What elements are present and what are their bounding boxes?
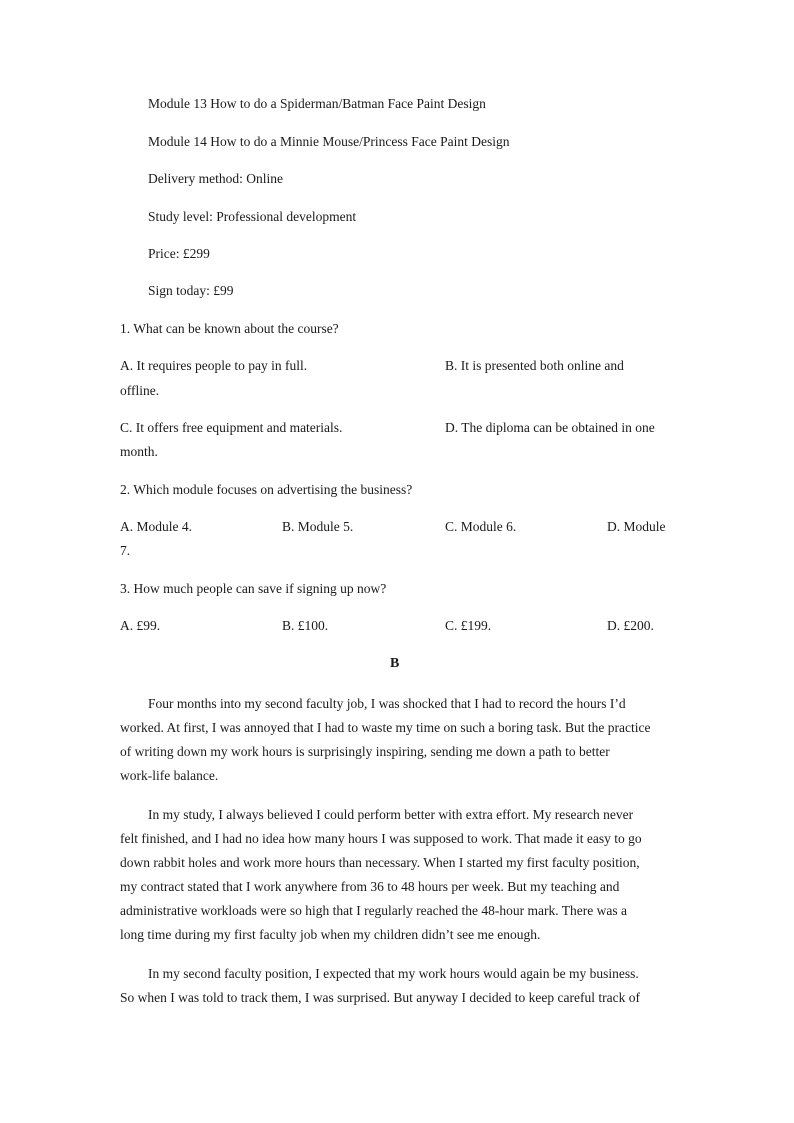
module-14-line: Module 14 How to do a Minnie Mouse/Princess Face Paint Design xyxy=(148,134,510,149)
paragraph-1 xyxy=(120,692,672,788)
question-1-option-b-wrap: offline. xyxy=(120,383,160,398)
question-1-option-b: B. It is presented both online and xyxy=(445,358,624,373)
question-2-option-a: A. Module 4. xyxy=(120,519,192,534)
paragraph-line: Four months into my second faculty job, I was shocked that I had to record the hours I’d xyxy=(148,696,626,711)
question-2-option-b: B. Module 5. xyxy=(282,519,354,534)
sign-today-price: Sign today: £99 xyxy=(148,283,234,298)
question-1-option-d-wrap: month. xyxy=(120,444,158,459)
question-2-option-d: D. Module xyxy=(607,519,666,534)
question-3-option-b: B. £100. xyxy=(282,618,329,633)
paragraph-line: my contract stated that I work anywhere from 36 to 48 hours per week. But my teaching and xyxy=(120,879,620,894)
paragraph-line: worked. At first, I was annoyed that I had to waste my time on such a boring task. But the practice xyxy=(120,720,651,735)
price: Price: £299 xyxy=(148,246,210,261)
question-3-stem: 3. How much people can save if signing up now? xyxy=(120,581,387,596)
question-1-option-d: D. The diploma can be obtained in one xyxy=(445,420,655,435)
paragraph-line: down rabbit holes and work more hours than necessary. When I started my first faculty position, xyxy=(120,855,640,870)
section-b-title: B xyxy=(390,656,400,671)
paragraph-line: work-life balance. xyxy=(120,768,219,783)
paragraph-line: In my second faculty position, I expected that my work hours would again be my business. xyxy=(148,966,639,981)
question-2-stem: 2. Which module focuses on advertising the business? xyxy=(120,482,413,497)
paragraph-line: administrative workloads were so high that I regularly reached the 48-hour mark. There was a xyxy=(120,903,627,918)
question-1-option-c: C. It offers free equipment and materials. xyxy=(120,420,343,435)
paragraph-2 xyxy=(120,803,672,947)
question-3-option-a: A. £99. xyxy=(120,618,161,633)
paragraph-line: So when I was told to track them, I was surprised. But anyway I decided to keep careful track of xyxy=(120,990,640,1005)
question-2-option-c: C. Module 6. xyxy=(445,519,517,534)
paragraph-3 xyxy=(120,962,672,1010)
question-3-option-c: C. £199. xyxy=(445,618,492,633)
question-1-option-a: A. It requires people to pay in full. xyxy=(120,358,308,373)
paragraph-line: In my study, I always believed I could perform better with extra effort. My research never xyxy=(148,807,634,822)
paragraph-line: long time during my first faculty job when my children didn’t see me enough. xyxy=(120,927,541,942)
question-3-option-d: D. £200. xyxy=(607,618,654,633)
paragraph-line: of writing down my work hours is surprisingly inspiring, sending me down a path to better xyxy=(120,744,610,759)
delivery-method: Delivery method: Online xyxy=(148,171,283,186)
question-1-stem: 1. What can be known about the course? xyxy=(120,321,339,336)
question-2-option-d-wrap: 7. xyxy=(120,543,131,558)
study-level: Study level: Professional development xyxy=(148,209,357,224)
module-13-line: Module 13 How to do a Spiderman/Batman Face Paint Design xyxy=(148,96,486,111)
paragraph-line: felt finished, and I had no idea how many hours I was supposed to work. That made it easy to go xyxy=(120,831,642,846)
